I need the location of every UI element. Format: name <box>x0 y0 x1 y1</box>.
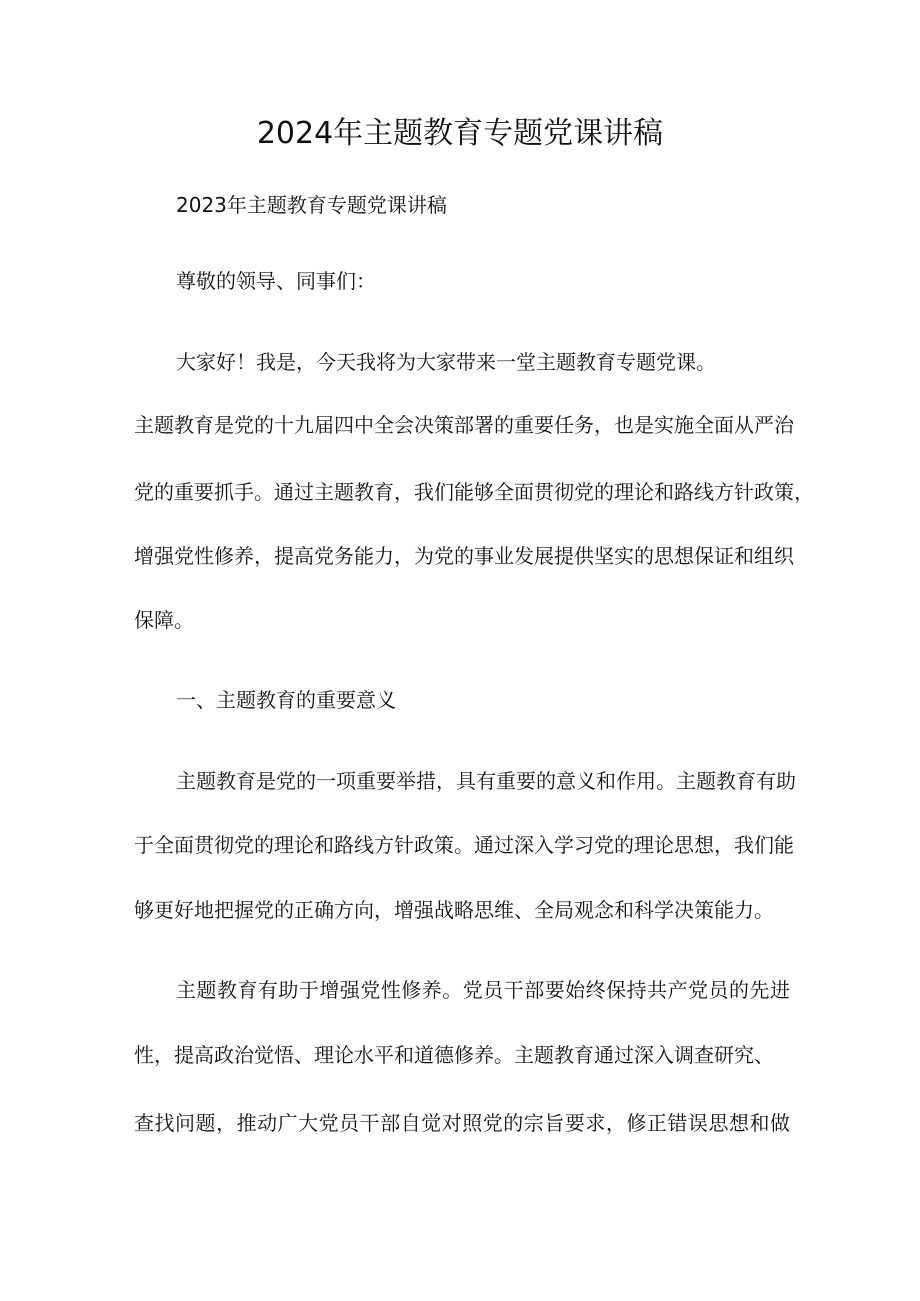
paragraph-line: 增强党性修养，提高党务能力，为党的事业发展提供坚实的思想保证和组织 <box>134 544 794 568</box>
paragraph-line: 党的重要抓手。通过主题教育，我们能够全面贯彻党的理论和路线方针政策， <box>134 480 814 504</box>
document-title: 2024年主题教育专题党课讲稿 <box>256 116 664 151</box>
paragraph-line: 查找问题，推动广大党员干部自觉对照党的宗旨要求，修正错误思想和做 <box>134 1111 790 1135</box>
paragraph-line: 主题教育是党的一项重要举措，具有重要的意义和作用。主题教育有助 <box>176 769 796 793</box>
paragraph-line: 主题教育有助于增强党性修养。党员干部要始终保持共产党员的先进 <box>176 978 790 1002</box>
greeting: 大家好！我是，今天我将为大家带来一堂主题教育专题党课。 <box>176 350 716 374</box>
paragraph-line: 够更好地把握党的正确方向，增强战略思维、全局观念和科学决策能力。 <box>134 898 774 922</box>
section-heading: 一、主题教育的重要意义 <box>176 688 396 712</box>
paragraph-line: 性，提高政治觉悟、理论水平和道德修养。主题教育通过深入调查研究、 <box>134 1043 774 1067</box>
document-subtitle: 2023年主题教育专题党课讲稿 <box>176 193 447 217</box>
paragraph-line: 保障。 <box>134 608 194 632</box>
salutation: 尊敬的领导、同事们： <box>176 269 376 293</box>
paragraph-line: 主题教育是党的十九届四中全会决策部署的重要任务，也是实施全面从严治 <box>134 413 794 437</box>
paragraph-line: 于全面贯彻党的理论和路线方针政策。通过深入学习党的理论思想，我们能 <box>134 833 794 857</box>
